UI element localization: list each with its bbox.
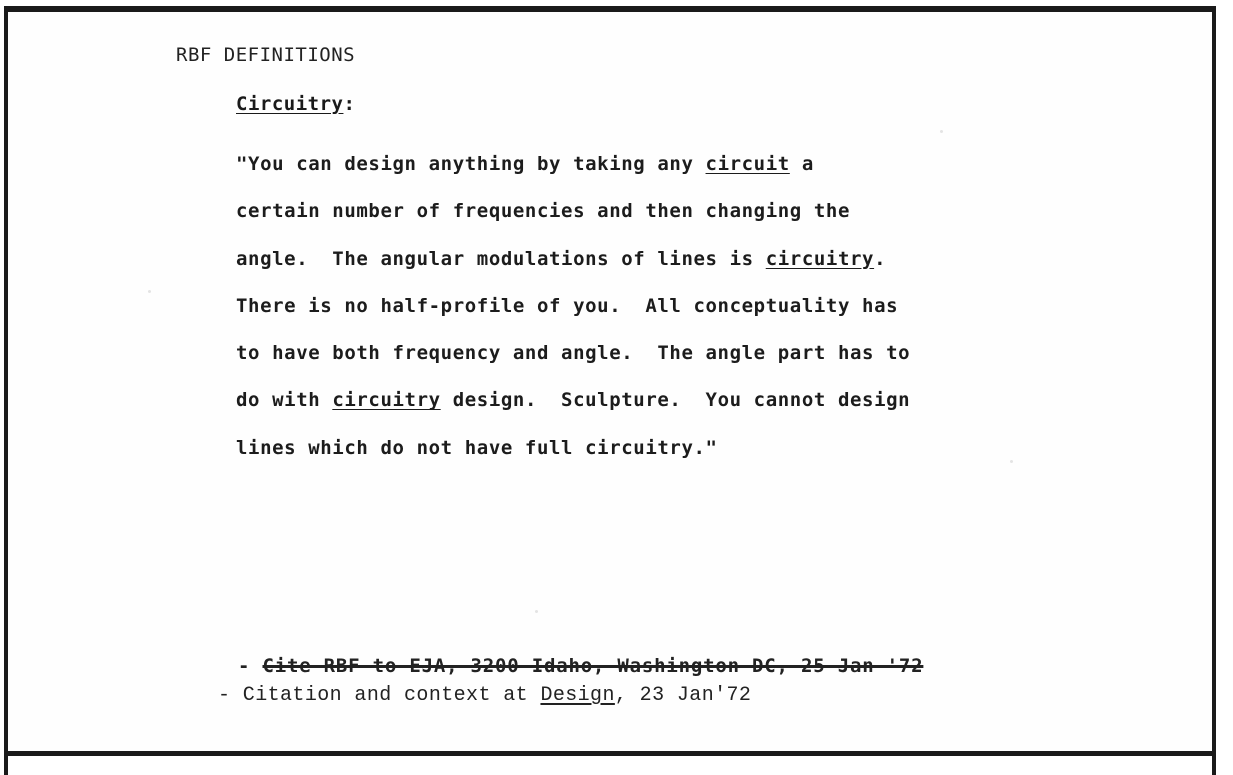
quote-line-3: angle. The angular modulations of lines is circuitry. [236, 247, 887, 270]
quote-line-7: lines which do not have full circuitry." [236, 436, 718, 459]
quote-line-5: to have both frequency and angle. The angle part has to [236, 342, 911, 365]
quote-line-6: do with circuitry design. Sculpture. You cannot design [236, 389, 911, 412]
underlined-word-circuitry: circuitry [765, 247, 875, 270]
struck-citation-text: Cite RBF to EJA, 3200 Idaho, Washington DC, 25 Jan '72 [262, 655, 924, 677]
paper-speck [535, 610, 538, 613]
term-title [236, 93, 355, 115]
definition-quote [236, 141, 1056, 472]
paper-speck [940, 130, 943, 133]
page-bottom-edge [4, 756, 1216, 775]
underlined-word-circuitry-2: circuitry [332, 389, 441, 412]
term-label: Circuitry [236, 93, 344, 115]
struck-citation: - Cite RBF to EJA, 3200 Idaho, Washington DC, 25 Jan '72 [238, 655, 924, 677]
quote-line-2: certain number of frequencies and then changing the [236, 200, 850, 223]
quote-line-1: "You can design anything by taking any circuit a [236, 153, 814, 175]
paper-speck [148, 290, 151, 293]
document-heading: RBF DEFINITIONS [176, 44, 356, 66]
design-link[interactable]: Design [540, 684, 615, 707]
citation-line: - Citation and context at Design, 23 Jan'72 [218, 684, 752, 707]
underlined-word-circuit: circuit [705, 153, 790, 175]
term-colon: : [343, 93, 356, 115]
quote-line-4: There is no half-profile of you. All conceptuality has [236, 294, 899, 317]
paper-speck [1010, 460, 1013, 463]
